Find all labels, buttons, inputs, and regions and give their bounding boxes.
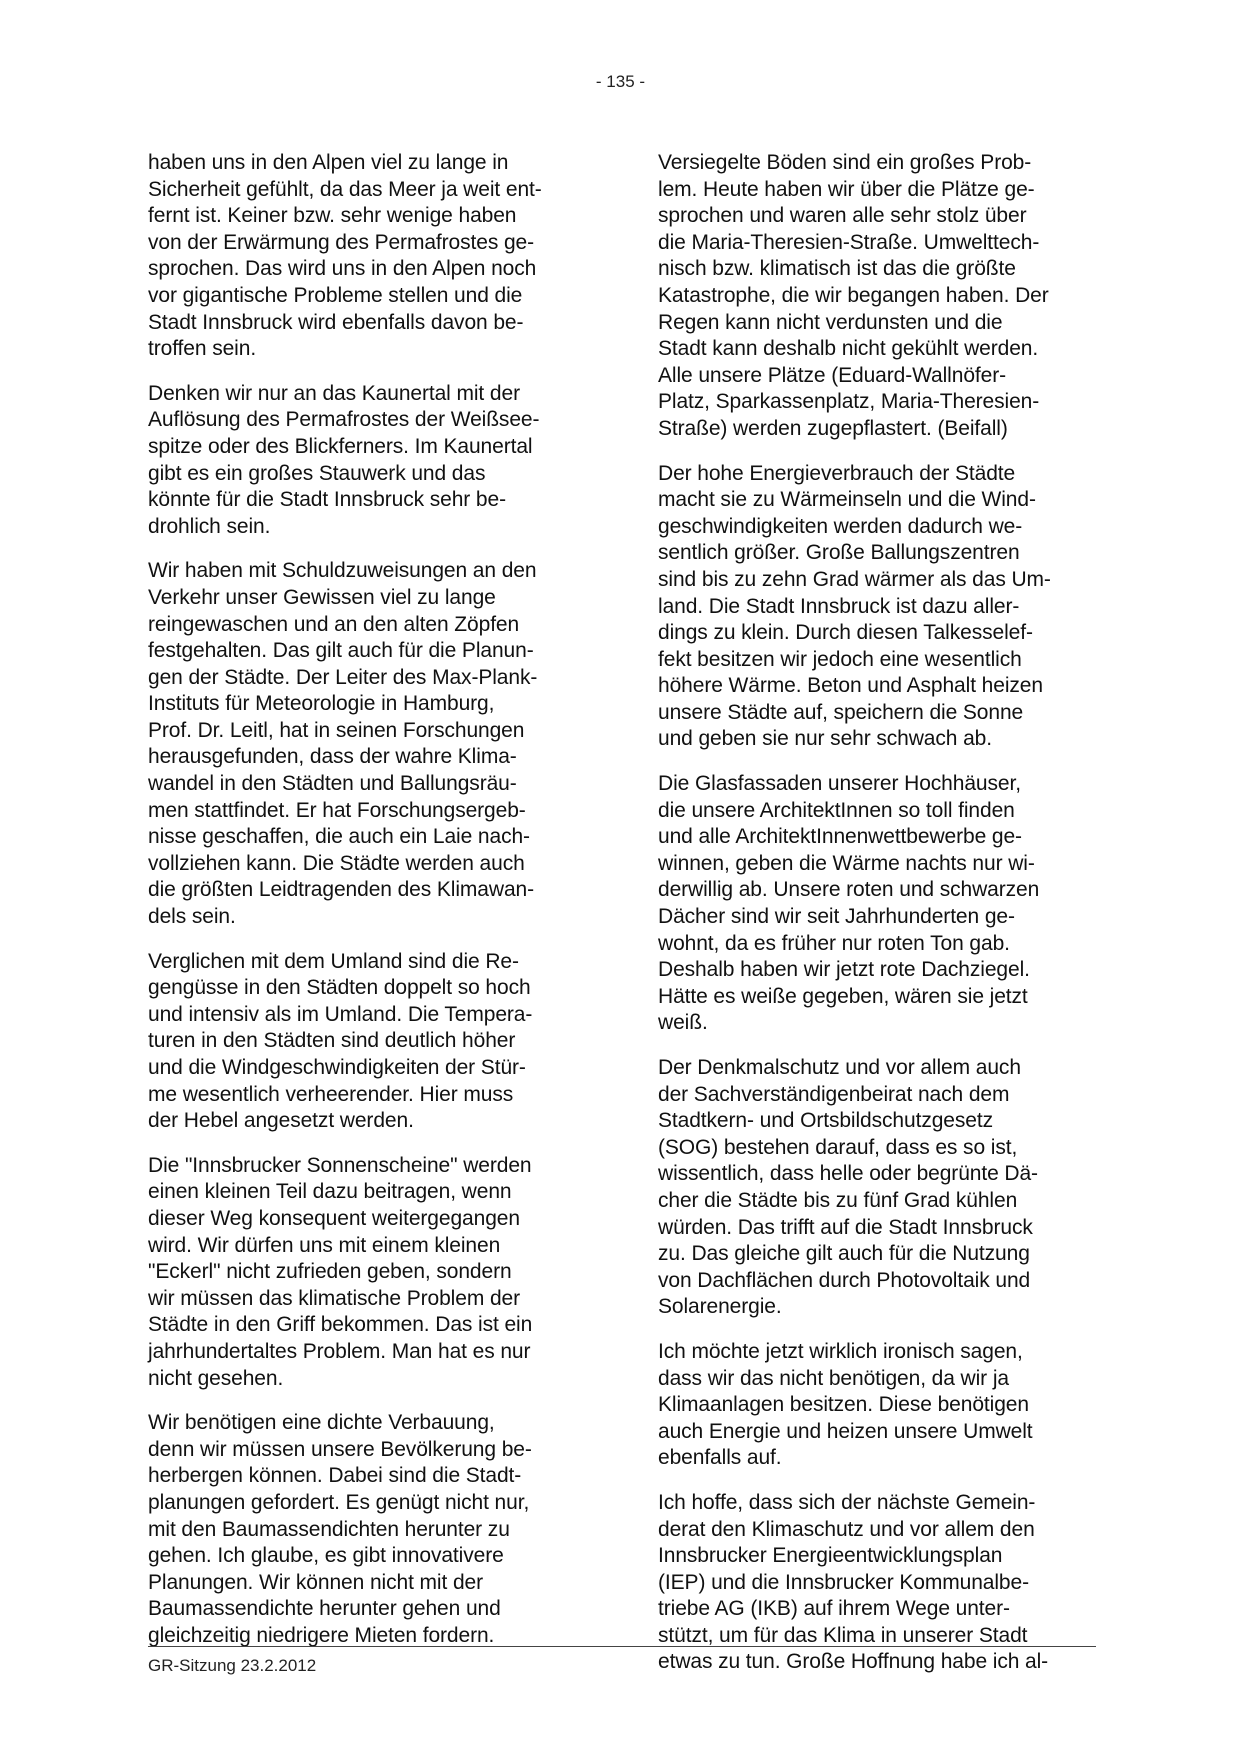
text-line: vor gigantische Probleme stellen und die — [148, 283, 523, 307]
text-line: cher die Städte bis zu fünf Grad kühlen — [658, 1188, 1018, 1212]
text-line: Instituts für Meteorologie in Hamburg, — [148, 692, 495, 716]
text-line: gleichzeitig niedrigere Mieten fordern. — [148, 1623, 495, 1647]
text-line: weiß. — [658, 1011, 708, 1035]
text-line: festgehalten. Das gilt auch für die Planun- — [148, 639, 534, 663]
text-line: der Sachverständigenbeirat nach dem — [658, 1082, 1010, 1106]
text-line: stützt, um für das Klima in unserer Stadt — [658, 1623, 1028, 1647]
text-line: Prof. Dr. Leitl, hat in seinen Forschungen — [148, 718, 525, 742]
text-line: denn wir müssen unsere Bevölkerung be- — [148, 1437, 532, 1461]
text-line: Planungen. Wir können nicht mit der — [148, 1570, 484, 1594]
text-line: Innsbrucker Energieentwicklungsplan — [658, 1544, 1003, 1568]
text-line: triebe AG (IKB) auf ihrem Wege unter- — [658, 1597, 1010, 1621]
text-line: land. Die Stadt Innsbruck ist dazu aller- — [658, 594, 1020, 618]
text-line: und die Windgeschwindigkeiten der Stür- — [148, 1056, 526, 1079]
text-line: Wir haben mit Schuldzuweisungen an den — [148, 559, 537, 583]
text-line: planungen gefordert. Es genügt nicht nur, — [148, 1490, 530, 1514]
text-line: mit den Baumassendichten herunter zu — [148, 1517, 510, 1541]
text-line: sind bis zu zehn Grad wärmer als das Um- — [658, 567, 1051, 591]
text-line: Dächer sind wir seit Jahrhunderten ge- — [658, 905, 1015, 929]
text-line: Ich hoffe, dass sich der nächste Gemein- — [658, 1490, 1036, 1514]
text-line: Die "Innsbrucker Sonnenscheine" werden — [148, 1153, 532, 1177]
text-line: derat den Klimaschutz und vor allem den — [658, 1517, 1035, 1541]
footer-session-date: GR-Sitzung 23.2.2012 — [148, 1656, 317, 1675]
text-line: haben uns in den Alpen viel zu lange in — [148, 151, 509, 174]
text-line: auch Energie und heizen unsere Umwelt — [658, 1419, 1033, 1443]
text-line: Verkehr unser Gewissen viel zu lange — [148, 585, 496, 609]
text-line: und geben sie nur sehr schwach ab. — [658, 727, 992, 751]
text-line: Stadtkern- und Ortsbildschutzgesetz — [658, 1109, 994, 1133]
left-column — [148, 150, 588, 1667]
paragraph — [658, 461, 1098, 754]
text-line: spitze oder des Blickferners. Im Kaunertal — [148, 434, 533, 458]
text-line: Regen kann nicht verdunsten und die — [658, 310, 1003, 334]
text-line: sprochen. Das wird uns in den Alpen noch — [148, 257, 537, 281]
text-line: unsere Städte auf, speichern die Sonne — [658, 700, 1024, 724]
text-line: gen der Städte. Der Leiter des Max-Plank- — [148, 665, 538, 689]
text-line: derwillig ab. Unsere roten und schwarzen — [658, 878, 1040, 902]
text-line: nicht gesehen. — [148, 1366, 284, 1390]
text-line: etwas zu tun. Große Hoffnung habe ich al- — [658, 1650, 1049, 1674]
paragraph — [148, 381, 588, 541]
text-line: troffen sein. — [148, 337, 257, 361]
text-line: und alle ArchitektInnenwettbewerbe ge- — [658, 825, 1022, 849]
paragraph — [148, 949, 588, 1135]
text-line: die unsere ArchitektInnen so toll finden — [658, 798, 1015, 822]
text-line: die Maria-Theresien-Straße. Umwelttech- — [658, 230, 1040, 254]
footer-divider — [148, 1646, 1096, 1647]
text-line: einen kleinen Teil dazu beitragen, wenn — [148, 1180, 512, 1204]
text-line: höhere Wärme. Beton und Asphalt heizen — [658, 674, 1043, 698]
text-line: wir müssen das klimatische Problem der — [148, 1286, 520, 1310]
text-line: dieser Weg konsequent weitergegangen — [148, 1206, 520, 1230]
text-line: Sicherheit gefühlt, da das Meer ja weit ent- — [148, 177, 542, 201]
text-line: zu. Das gleiche gilt auch für die Nutzung — [658, 1242, 1030, 1266]
text-line: dels sein. — [148, 905, 236, 929]
text-line: men stattfindet. Er hat Forschungsergeb- — [148, 798, 526, 822]
text-line: nisse geschaffen, die auch ein Laie nach- — [148, 825, 530, 849]
text-line: Die Glasfassaden unserer Hochhäuser, — [658, 772, 1021, 796]
text-line: sprochen und waren alle sehr stolz über — [658, 204, 1027, 228]
text-line: winnen, geben die Wärme nachts nur wi- — [658, 851, 1035, 875]
text-line: lem. Heute haben wir über die Plätze ge- — [658, 177, 1035, 201]
text-line: reingewaschen und an den alten Zöpfen — [148, 612, 520, 636]
text-line: fernt ist. Keiner bzw. sehr wenige haben — [148, 204, 517, 228]
text-line: wissentlich, dass helle oder begrünte Dä- — [658, 1162, 1038, 1186]
text-line: gengüsse in den Städten doppelt so hoch — [148, 976, 531, 1000]
text-line: gehen. Ich glaube, es gibt innovativere — [148, 1544, 504, 1568]
text-line: würden. Das trifft auf die Stadt Innsbruck — [658, 1215, 1033, 1239]
text-line: Städte in den Griff bekommen. Das ist ein — [148, 1313, 533, 1337]
text-line: (IEP) und die Innsbrucker Kommunalbe- — [658, 1570, 1029, 1594]
paragraph — [148, 150, 588, 363]
text-line: Versiegelte Böden sind ein großes Prob- — [658, 151, 1032, 174]
right-column — [658, 150, 1098, 1694]
text-line: gibt es ein großes Stauwerk und das — [148, 461, 486, 485]
text-line: wird. Wir dürfen uns mit einem kleinen — [148, 1233, 501, 1257]
text-line: Stadt kann deshalb nicht gekühlt werden. — [658, 337, 1039, 361]
paragraph — [658, 1339, 1098, 1472]
text-line: dass wir das nicht benötigen, da wir ja — [658, 1366, 1009, 1390]
paragraph — [148, 558, 588, 930]
text-line: und intensiv als im Umland. Die Tempera- — [148, 1002, 533, 1026]
text-line: die größten Leidtragenden des Klimawan- — [148, 878, 535, 902]
text-line: (SOG) bestehen darauf, dass es so ist, — [658, 1135, 1018, 1159]
text-line: Baumassendichte herunter gehen und — [148, 1597, 501, 1621]
text-line: herbergen können. Dabei sind die Stadt- — [148, 1464, 522, 1488]
text-line: sentlich größer. Große Ballungszentren — [658, 541, 1020, 565]
text-line: von der Erwärmung des Permafrostes ge- — [148, 230, 535, 254]
text-line: "Eckerl" nicht zufrieden geben, sondern — [148, 1260, 512, 1284]
text-line: me wesentlich verheerender. Hier muss — [148, 1082, 514, 1106]
paragraph — [658, 150, 1098, 443]
text-line: Wir benötigen eine dichte Verbauung, — [148, 1411, 495, 1435]
text-line: Stadt Innsbruck wird ebenfalls davon be- — [148, 310, 524, 334]
text-line: Verglichen mit dem Umland sind die Re- — [148, 949, 519, 973]
paragraph — [148, 1410, 588, 1649]
paragraph — [658, 771, 1098, 1037]
text-line: Denken wir nur an das Kaunertal mit der — [148, 381, 520, 405]
text-line: jahrhundertaltes Problem. Man hat es nur — [148, 1339, 531, 1363]
text-line: macht sie zu Wärmeinseln und die Wind- — [658, 488, 1036, 512]
text-line: fekt besitzen wir jedoch eine wesentlich — [658, 647, 1022, 671]
text-line: der Hebel angesetzt werden. — [148, 1109, 414, 1133]
text-line: herausgefunden, dass der wahre Klima- — [148, 745, 517, 769]
text-line: geschwindigkeiten werden dadurch we- — [658, 514, 1023, 538]
text-line: wohnt, da es früher nur roten Ton gab. — [658, 931, 1010, 955]
text-line: Klimaanlagen besitzen. Diese benötigen — [658, 1393, 1029, 1417]
text-line: turen in den Städten sind deutlich höher — [148, 1029, 516, 1053]
text-line: vollziehen kann. Die Städte werden auch — [148, 851, 525, 875]
text-line: könnte für die Stadt Innsbruck sehr be- — [148, 488, 506, 512]
text-line: ebenfalls auf. — [658, 1446, 782, 1470]
text-line: Platz, Sparkassenplatz, Maria-Theresien- — [658, 390, 1040, 414]
text-line: drohlich sein. — [148, 514, 271, 538]
paragraph — [658, 1490, 1098, 1676]
text-line: Straße) werden zugepflastert. (Beifall) — [658, 416, 1008, 440]
text-line: Hätte es weiße gegeben, wären sie jetzt — [658, 984, 1028, 1008]
text-line: Solarenergie. — [658, 1295, 782, 1319]
text-line: Alle unsere Plätze (Eduard-Wallnöfer- — [658, 363, 1007, 387]
text-line: Der Denkmalschutz und vor allem auch — [658, 1056, 1021, 1079]
text-line: von Dachflächen durch Photovoltaik und — [658, 1268, 1031, 1292]
text-line: Ich möchte jetzt wirklich ironisch sagen, — [658, 1339, 1023, 1363]
paragraph — [148, 1153, 588, 1392]
paragraph — [658, 1055, 1098, 1321]
text-line: Katastrophe, die wir begangen haben. Der — [658, 283, 1049, 307]
text-line: Der hohe Energieverbrauch der Städte — [658, 461, 1016, 485]
text-line: wandel in den Städten und Ballungsräu- — [148, 772, 517, 796]
text-line: dings zu klein. Durch diesen Talkesselef- — [658, 621, 1033, 645]
text-line: nisch bzw. klimatisch ist das die größte — [658, 257, 1016, 281]
page-number: - 135 - — [595, 72, 646, 91]
text-line: Deshalb haben wir jetzt rote Dachziegel. — [658, 958, 1030, 982]
text-line: Auflösung des Permafrostes der Weißsee- — [148, 408, 540, 432]
